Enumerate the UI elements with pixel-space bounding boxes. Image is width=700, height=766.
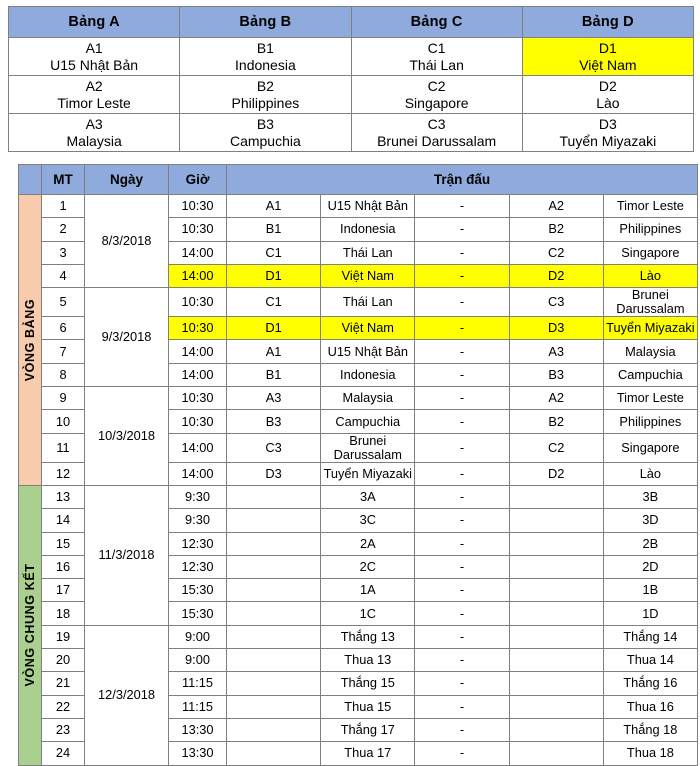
match-time: 9:30 bbox=[169, 485, 227, 508]
match-separator: - bbox=[415, 602, 509, 625]
group-slot-code: D2 bbox=[598, 77, 617, 94]
home-team-code bbox=[227, 509, 321, 532]
group-slot-team: Brunei Darussalam bbox=[377, 132, 497, 149]
match-separator: - bbox=[415, 462, 509, 485]
match-time: 14:00 bbox=[169, 462, 227, 485]
header-time: Giờ bbox=[169, 165, 227, 195]
match-separator: - bbox=[415, 387, 509, 410]
home-team-code bbox=[227, 718, 321, 741]
header-match: Trận đấu bbox=[227, 165, 698, 195]
away-team-code bbox=[509, 555, 603, 578]
group-slot-team: Tuyển Miyazaki bbox=[559, 132, 657, 149]
away-team-name: 3D bbox=[603, 509, 697, 532]
group-slot bbox=[522, 114, 693, 152]
match-number: 4 bbox=[42, 264, 85, 287]
group-slot-team: Philippines bbox=[231, 94, 300, 111]
group-slot bbox=[351, 38, 522, 76]
match-separator: - bbox=[415, 555, 509, 578]
home-team-name: Thua 13 bbox=[321, 649, 415, 672]
match-separator: - bbox=[415, 195, 509, 218]
group-slot bbox=[522, 38, 693, 76]
home-team-code: B1 bbox=[227, 218, 321, 241]
schedule-table bbox=[18, 164, 698, 766]
away-team-name: Thắng 14 bbox=[603, 625, 697, 648]
groups-table bbox=[8, 6, 694, 152]
group-slot-code: C3 bbox=[427, 115, 446, 132]
match-time: 10:30 bbox=[169, 195, 227, 218]
home-team-name: Indonesia bbox=[321, 363, 415, 386]
match-separator: - bbox=[415, 672, 509, 695]
match-number: 23 bbox=[42, 718, 85, 741]
group-slot bbox=[9, 38, 180, 76]
match-separator: - bbox=[415, 649, 509, 672]
group-slot-code: B2 bbox=[256, 77, 274, 94]
away-team-code bbox=[509, 579, 603, 602]
match-row bbox=[19, 195, 698, 218]
home-team-code: A1 bbox=[227, 195, 321, 218]
away-team-name: Tuyển Miyazaki bbox=[603, 317, 697, 340]
match-separator: - bbox=[415, 625, 509, 648]
home-team-name: Thái Lan bbox=[321, 288, 415, 317]
away-team-name: Philippines bbox=[603, 410, 697, 433]
home-team-code bbox=[227, 532, 321, 555]
group-slot-team: Lào bbox=[596, 94, 620, 111]
home-team-code: B3 bbox=[227, 410, 321, 433]
home-team-code bbox=[227, 485, 321, 508]
home-team-name: Việt Nam bbox=[321, 317, 415, 340]
home-team-name: 3A bbox=[321, 485, 415, 508]
match-number: 13 bbox=[42, 485, 85, 508]
match-time: 13:30 bbox=[169, 718, 227, 741]
match-date: 8/3/2018 bbox=[85, 195, 169, 288]
home-team-code bbox=[227, 625, 321, 648]
home-team-code bbox=[227, 695, 321, 718]
match-time: 14:00 bbox=[169, 264, 227, 287]
group-slot bbox=[9, 114, 180, 152]
home-team-code bbox=[227, 602, 321, 625]
away-team-code: B3 bbox=[509, 363, 603, 386]
match-number: 15 bbox=[42, 532, 85, 555]
group-slot-team: Malaysia bbox=[66, 132, 122, 149]
away-team-name: 3B bbox=[603, 485, 697, 508]
match-row bbox=[19, 288, 698, 317]
home-team-code: D1 bbox=[227, 264, 321, 287]
match-number: 9 bbox=[42, 387, 85, 410]
match-number: 5 bbox=[42, 288, 85, 317]
match-row bbox=[19, 387, 698, 410]
home-team-name: U15 Nhật Bản bbox=[321, 195, 415, 218]
group-header-c: Bảng C bbox=[351, 7, 522, 38]
match-time: 10:30 bbox=[169, 387, 227, 410]
home-team-code: C1 bbox=[227, 288, 321, 317]
home-team-name: Thua 15 bbox=[321, 695, 415, 718]
match-number: 10 bbox=[42, 410, 85, 433]
away-team-code: A2 bbox=[509, 195, 603, 218]
home-team-code bbox=[227, 649, 321, 672]
away-team-name: Lào bbox=[603, 462, 697, 485]
away-team-code: D2 bbox=[509, 264, 603, 287]
group-slot bbox=[522, 76, 693, 114]
phase-label-text: VÒNG CHUNG KẾT bbox=[23, 563, 37, 687]
home-team-name: Thắng 15 bbox=[321, 672, 415, 695]
match-number: 17 bbox=[42, 579, 85, 602]
home-team-name: 3C bbox=[321, 509, 415, 532]
match-separator: - bbox=[415, 317, 509, 340]
match-number: 20 bbox=[42, 649, 85, 672]
home-team-code: A3 bbox=[227, 387, 321, 410]
home-team-name: Thua 17 bbox=[321, 742, 415, 765]
schedule-header-row bbox=[19, 165, 698, 195]
home-team-name: 1A bbox=[321, 579, 415, 602]
home-team-code: D1 bbox=[227, 317, 321, 340]
match-time: 9:00 bbox=[169, 625, 227, 648]
group-slot-team: Thái Lan bbox=[409, 56, 464, 73]
match-number: 24 bbox=[42, 742, 85, 765]
match-separator: - bbox=[415, 485, 509, 508]
away-team-name: Singapore bbox=[603, 433, 697, 462]
home-team-code: B1 bbox=[227, 363, 321, 386]
away-team-code bbox=[509, 672, 603, 695]
match-number: 8 bbox=[42, 363, 85, 386]
match-separator: - bbox=[415, 363, 509, 386]
home-team-code: C3 bbox=[227, 433, 321, 462]
home-team-code bbox=[227, 742, 321, 765]
away-team-code: A2 bbox=[509, 387, 603, 410]
away-team-code: C3 bbox=[509, 288, 603, 317]
away-team-code: D3 bbox=[509, 317, 603, 340]
away-team-code bbox=[509, 485, 603, 508]
away-team-code bbox=[509, 602, 603, 625]
home-team-name: Malaysia bbox=[321, 387, 415, 410]
phase-label-text: VÒNG BẢNG bbox=[23, 298, 37, 382]
home-team-code bbox=[227, 672, 321, 695]
match-date: 9/3/2018 bbox=[85, 288, 169, 387]
group-slot bbox=[9, 76, 180, 114]
header-match-number: MT bbox=[42, 165, 85, 195]
groups-row bbox=[9, 114, 694, 152]
away-team-name: Timor Leste bbox=[603, 195, 697, 218]
match-separator: - bbox=[415, 410, 509, 433]
match-separator: - bbox=[415, 264, 509, 287]
group-slot-team: U15 Nhật Bản bbox=[50, 56, 139, 73]
match-time: 14:00 bbox=[169, 433, 227, 462]
away-team-code: B2 bbox=[509, 218, 603, 241]
match-time: 15:30 bbox=[169, 602, 227, 625]
home-team-name: Indonesia bbox=[321, 218, 415, 241]
group-slot-code: D1 bbox=[598, 39, 617, 56]
home-team-code bbox=[227, 555, 321, 578]
away-team-name: Timor Leste bbox=[603, 387, 697, 410]
away-team-name: 2D bbox=[603, 555, 697, 578]
match-number: 19 bbox=[42, 625, 85, 648]
match-time: 11:15 bbox=[169, 695, 227, 718]
match-number: 6 bbox=[42, 317, 85, 340]
away-team-code: A3 bbox=[509, 340, 603, 363]
match-number: 2 bbox=[42, 218, 85, 241]
match-row bbox=[19, 625, 698, 648]
away-team-name: Brunei Darussalam bbox=[603, 288, 697, 317]
match-date: 12/3/2018 bbox=[85, 625, 169, 765]
home-team-name: Campuchia bbox=[321, 410, 415, 433]
match-number: 1 bbox=[42, 195, 85, 218]
away-team-code bbox=[509, 649, 603, 672]
away-team-code bbox=[509, 742, 603, 765]
match-number: 22 bbox=[42, 695, 85, 718]
group-slot-code: A2 bbox=[85, 77, 103, 94]
match-separator: - bbox=[415, 288, 509, 317]
match-time: 15:30 bbox=[169, 579, 227, 602]
match-number: 11 bbox=[42, 433, 85, 462]
away-team-name: Singapore bbox=[603, 241, 697, 264]
groups-row bbox=[9, 38, 694, 76]
phase-header bbox=[19, 165, 42, 195]
home-team-name: 1C bbox=[321, 602, 415, 625]
group-slot-code: A1 bbox=[85, 39, 103, 56]
match-number: 7 bbox=[42, 340, 85, 363]
group-slot-code: C1 bbox=[427, 39, 446, 56]
match-number: 21 bbox=[42, 672, 85, 695]
away-team-name: Thắng 16 bbox=[603, 672, 697, 695]
match-time: 10:30 bbox=[169, 317, 227, 340]
away-team-name: Malaysia bbox=[603, 340, 697, 363]
match-separator: - bbox=[415, 718, 509, 741]
group-slot bbox=[180, 114, 351, 152]
match-separator: - bbox=[415, 509, 509, 532]
match-separator: - bbox=[415, 579, 509, 602]
home-team-name: Việt Nam bbox=[321, 264, 415, 287]
match-time: 14:00 bbox=[169, 340, 227, 363]
away-team-name: Thua 18 bbox=[603, 742, 697, 765]
match-time: 10:30 bbox=[169, 288, 227, 317]
group-header-b: Bảng B bbox=[180, 7, 351, 38]
group-slot-code: B1 bbox=[256, 39, 274, 56]
group-slot-team: Indonesia bbox=[235, 56, 296, 73]
match-time: 9:00 bbox=[169, 649, 227, 672]
away-team-code bbox=[509, 625, 603, 648]
match-separator: - bbox=[415, 433, 509, 462]
match-separator: - bbox=[415, 340, 509, 363]
home-team-name: U15 Nhật Bản bbox=[321, 340, 415, 363]
away-team-name: Lào bbox=[603, 264, 697, 287]
match-date: 11/3/2018 bbox=[85, 485, 169, 625]
group-slot-code: D3 bbox=[598, 115, 617, 132]
away-team-name: Campuchia bbox=[603, 363, 697, 386]
match-time: 12:30 bbox=[169, 532, 227, 555]
home-team-code: C1 bbox=[227, 241, 321, 264]
match-number: 12 bbox=[42, 462, 85, 485]
match-time: 14:00 bbox=[169, 241, 227, 264]
match-separator: - bbox=[415, 532, 509, 555]
home-team-code bbox=[227, 579, 321, 602]
match-separator: - bbox=[415, 695, 509, 718]
away-team-code: C2 bbox=[509, 433, 603, 462]
group-slot bbox=[180, 38, 351, 76]
away-team-code: D2 bbox=[509, 462, 603, 485]
group-slot-code: C2 bbox=[427, 77, 446, 94]
away-team-code: C2 bbox=[509, 241, 603, 264]
match-date: 10/3/2018 bbox=[85, 387, 169, 486]
home-team-name: Tuyển Miyazaki bbox=[321, 462, 415, 485]
group-slot-code: A3 bbox=[85, 115, 103, 132]
group-header-a: Bảng A bbox=[9, 7, 180, 38]
away-team-name: 2B bbox=[603, 532, 697, 555]
away-team-name: Thắng 18 bbox=[603, 718, 697, 741]
group-slot-team: Campuchia bbox=[229, 132, 301, 149]
away-team-name: Philippines bbox=[603, 218, 697, 241]
match-row bbox=[19, 485, 698, 508]
match-time: 11:15 bbox=[169, 672, 227, 695]
group-slot bbox=[351, 114, 522, 152]
match-time: 10:30 bbox=[169, 218, 227, 241]
match-time: 10:30 bbox=[169, 410, 227, 433]
group-slot bbox=[180, 76, 351, 114]
away-team-name: Thua 14 bbox=[603, 649, 697, 672]
away-team-code bbox=[509, 695, 603, 718]
home-team-name: Thắng 17 bbox=[321, 718, 415, 741]
group-slot-team: Timor Leste bbox=[57, 94, 131, 111]
home-team-name: 2A bbox=[321, 532, 415, 555]
match-number: 16 bbox=[42, 555, 85, 578]
away-team-code bbox=[509, 718, 603, 741]
match-time: 13:30 bbox=[169, 742, 227, 765]
header-date: Ngày bbox=[85, 165, 169, 195]
match-number: 3 bbox=[42, 241, 85, 264]
away-team-code bbox=[509, 532, 603, 555]
match-separator: - bbox=[415, 742, 509, 765]
away-team-code: B2 bbox=[509, 410, 603, 433]
group-slot bbox=[351, 76, 522, 114]
groups-header-row bbox=[9, 7, 694, 38]
group-slot-team: Singapore bbox=[404, 94, 469, 111]
home-team-code: A1 bbox=[227, 340, 321, 363]
group-header-d: Bảng D bbox=[522, 7, 693, 38]
group-slot-code: B3 bbox=[256, 115, 274, 132]
match-separator: - bbox=[415, 241, 509, 264]
groups-row bbox=[9, 76, 694, 114]
match-number: 18 bbox=[42, 602, 85, 625]
home-team-name: Thắng 13 bbox=[321, 625, 415, 648]
home-team-code: D3 bbox=[227, 462, 321, 485]
home-team-name: Thái Lan bbox=[321, 241, 415, 264]
home-team-name: Brunei Darussalam bbox=[321, 433, 415, 462]
match-separator: - bbox=[415, 218, 509, 241]
away-team-name: 1B bbox=[603, 579, 697, 602]
home-team-name: 2C bbox=[321, 555, 415, 578]
away-team-name: 1D bbox=[603, 602, 697, 625]
match-time: 12:30 bbox=[169, 555, 227, 578]
group-slot-team: Việt Nam bbox=[579, 56, 637, 73]
away-team-name: Thua 16 bbox=[603, 695, 697, 718]
phase-label-cell bbox=[19, 485, 42, 765]
match-time: 14:00 bbox=[169, 363, 227, 386]
match-number: 14 bbox=[42, 509, 85, 532]
away-team-code bbox=[509, 509, 603, 532]
phase-label-cell bbox=[19, 195, 42, 486]
match-time: 9:30 bbox=[169, 509, 227, 532]
